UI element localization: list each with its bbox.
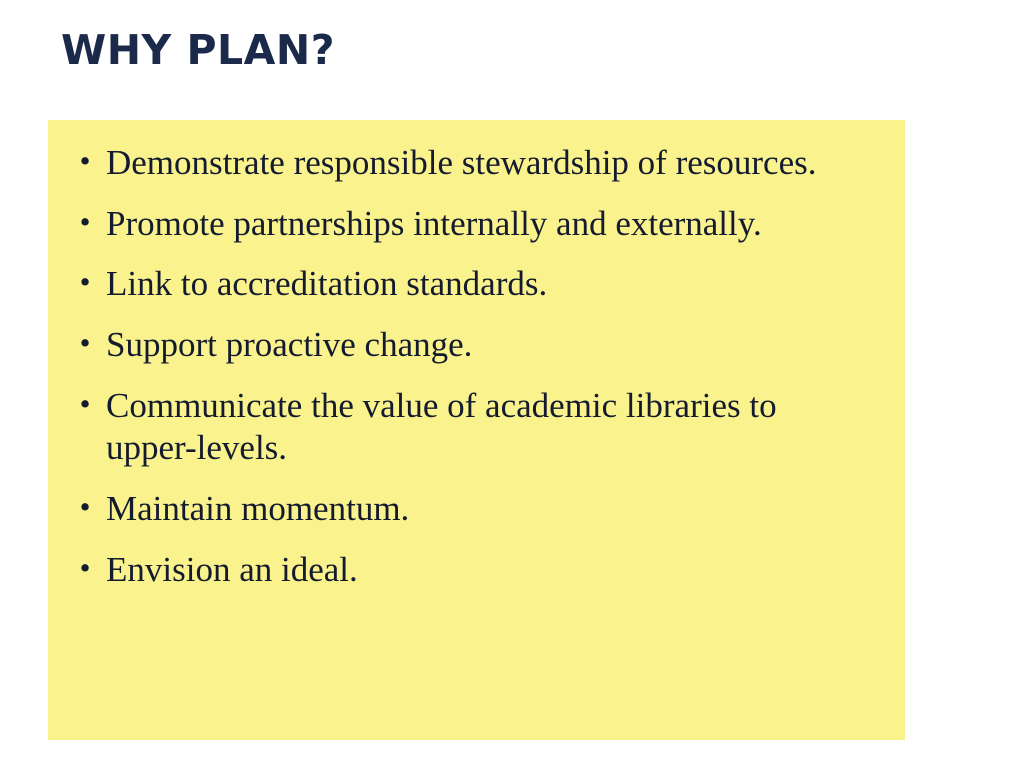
bullet-icon: • xyxy=(79,325,91,361)
list-item-text: Maintain momentum. xyxy=(106,489,410,529)
list-item xyxy=(64,263,875,306)
bullet-icon: • xyxy=(79,489,91,525)
bullet-icon: • xyxy=(79,264,91,300)
bullet-list xyxy=(48,120,905,592)
list-item xyxy=(64,549,875,592)
list-item xyxy=(64,142,875,185)
list-item-text: Communicate the value of academic libraries to upper-levels. xyxy=(106,385,777,468)
list-item xyxy=(64,385,875,470)
content-panel xyxy=(48,120,905,740)
bullet-icon: • xyxy=(79,143,91,178)
list-item xyxy=(64,203,875,246)
list-item-text: Support proactive change. xyxy=(106,325,473,365)
list-item-text: Envision an ideal. xyxy=(106,549,358,589)
list-item xyxy=(64,488,875,531)
list-item-text: Promote partnerships internally and externally. xyxy=(106,203,762,243)
bullet-icon: • xyxy=(79,203,91,239)
list-item-text: Link to accreditation standards. xyxy=(106,264,548,304)
list-item xyxy=(64,324,875,367)
page-title: WHY PLAN? xyxy=(61,26,336,74)
list-item-text: Demonstrate responsible stewardship of resources. xyxy=(106,143,817,182)
bullet-icon: • xyxy=(79,549,91,585)
bullet-icon: • xyxy=(79,385,91,421)
